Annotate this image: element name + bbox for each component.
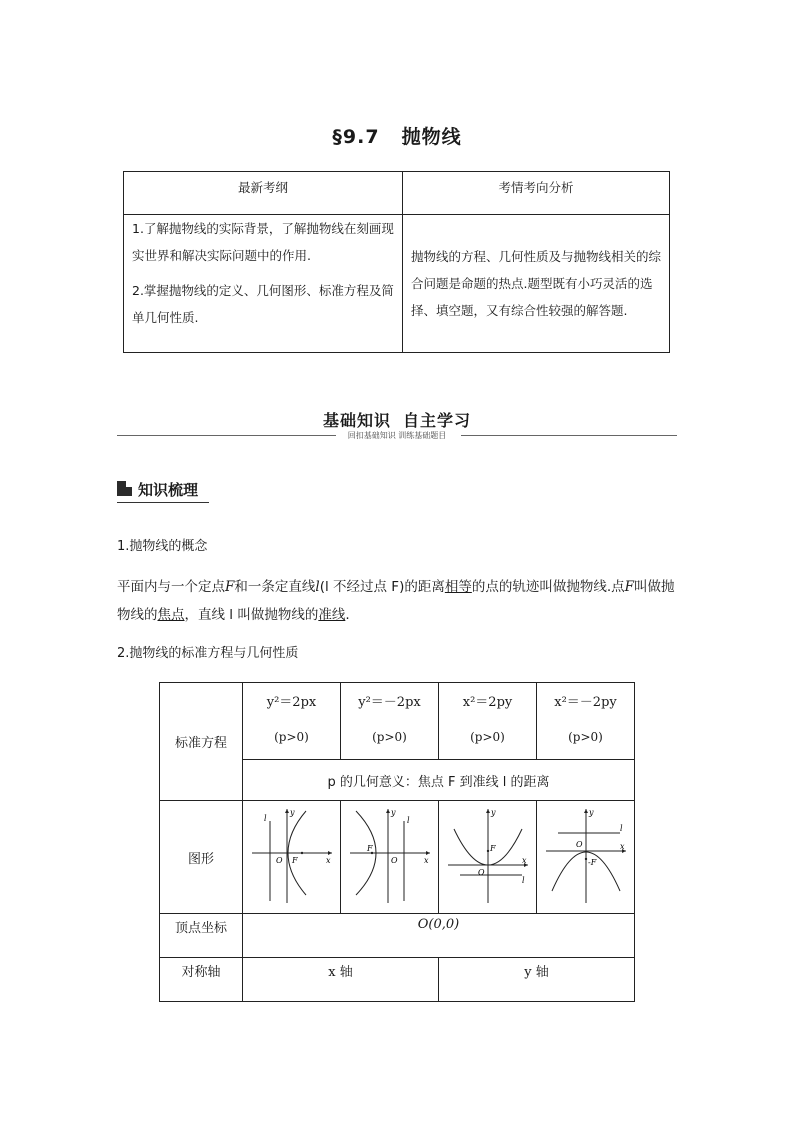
- parabola-down-graph: [538, 801, 634, 909]
- svg-text:l: l: [406, 816, 410, 825]
- svg-text:y: y: [588, 808, 594, 817]
- section-number: §9.7: [332, 126, 380, 148]
- geometric-meaning: p 的几何意义：焦点 F 到准线 l 的距离: [243, 760, 635, 801]
- properties-table: [159, 682, 635, 1002]
- syllabus-requirements: [124, 215, 403, 353]
- page-title: [0, 122, 794, 149]
- equation-cell-2: y²＝－2px (p>0): [341, 683, 439, 760]
- svg-text:y: y: [490, 808, 496, 817]
- label-standard-equation: 标准方程: [160, 683, 243, 801]
- svg-text:l: l: [619, 824, 623, 833]
- svg-text:O: O: [575, 840, 583, 849]
- syllabus-table: [123, 171, 670, 353]
- equation-cell-1: y²＝2px (p>0): [243, 683, 341, 760]
- svg-text:F: F: [291, 856, 298, 865]
- svg-text:-F: -F: [587, 858, 596, 867]
- equation-cell-4: x²＝－2py (p>0): [537, 683, 635, 760]
- svg-text:l: l: [263, 814, 267, 823]
- label-axis: 对称轴: [160, 958, 243, 1002]
- section-name: 抛物线: [401, 126, 462, 148]
- svg-text:F: F: [366, 844, 373, 853]
- syllabus-item-1: 1.了解抛物线的实际背景，了解抛物线在刻画现实世界和解决实际问题中的作用.: [132, 221, 394, 263]
- figure-down-opening: [537, 801, 635, 914]
- section-heading-a: 基础知识: [322, 411, 391, 430]
- svg-text:x: x: [325, 856, 331, 865]
- section-heading: [0, 408, 794, 431]
- axis-y-value: y 轴: [439, 958, 635, 1002]
- syllabus-header-left: 最新考纲: [124, 172, 403, 215]
- section-subtitle: 回扣基础知识 训练基础题目: [0, 430, 794, 441]
- svg-text:x: x: [619, 842, 625, 851]
- parabola-right-graph: [244, 801, 340, 909]
- figure-right-opening: [243, 801, 341, 914]
- svg-text:x: x: [521, 856, 527, 865]
- svg-text:F: F: [489, 844, 496, 853]
- svg-text:O: O: [390, 856, 398, 865]
- svg-text:O: O: [275, 856, 283, 865]
- axis-x-value: x 轴: [243, 958, 439, 1002]
- section-heading-b: 自主学习: [403, 411, 472, 430]
- parabola-left-graph: [342, 801, 438, 909]
- knowledge-title: 知识梳理: [138, 481, 199, 499]
- figure-up-opening: [439, 801, 537, 914]
- svg-text:y: y: [289, 808, 295, 817]
- equation-cell-3: x²＝2py (p>0): [439, 683, 537, 760]
- syllabus-item-2: 2.掌握抛物线的定义、几何图形、标准方程及简单几何性质.: [132, 283, 394, 325]
- syllabus-analysis: [403, 215, 670, 353]
- concept-paragraph: 平面内与一个定点F和一条定直线l(l 不经过点 F)的距离相等的点的轨迹叫做抛物线.点F叫做抛物线的焦点，直线 l 叫做抛物线的准线.: [117, 579, 675, 623]
- svg-text:O: O: [477, 868, 485, 877]
- svg-text:x: x: [423, 856, 429, 865]
- figure-left-opening: [341, 801, 439, 914]
- parabola-up-graph: [440, 801, 536, 909]
- label-figure: 图形: [160, 801, 243, 914]
- syllabus-header-right: 考情考向分析: [403, 172, 670, 215]
- svg-text:l: l: [521, 876, 525, 885]
- properties-heading: 2.抛物线的标准方程与几何性质: [117, 646, 299, 661]
- vertex-value: O(0,0): [243, 914, 635, 958]
- svg-text:y: y: [390, 808, 396, 817]
- concept-heading: 1.抛物线的概念: [117, 539, 208, 554]
- knowledge-rule: [117, 502, 209, 503]
- label-vertex: 顶点坐标: [160, 914, 243, 958]
- syllabus-analysis-text: 抛物线的方程、几何性质及与抛物线相关的综合问题是命题的热点.题型既有小巧灵活的选择、填空题，又有综合性较强的解答题.: [411, 249, 662, 318]
